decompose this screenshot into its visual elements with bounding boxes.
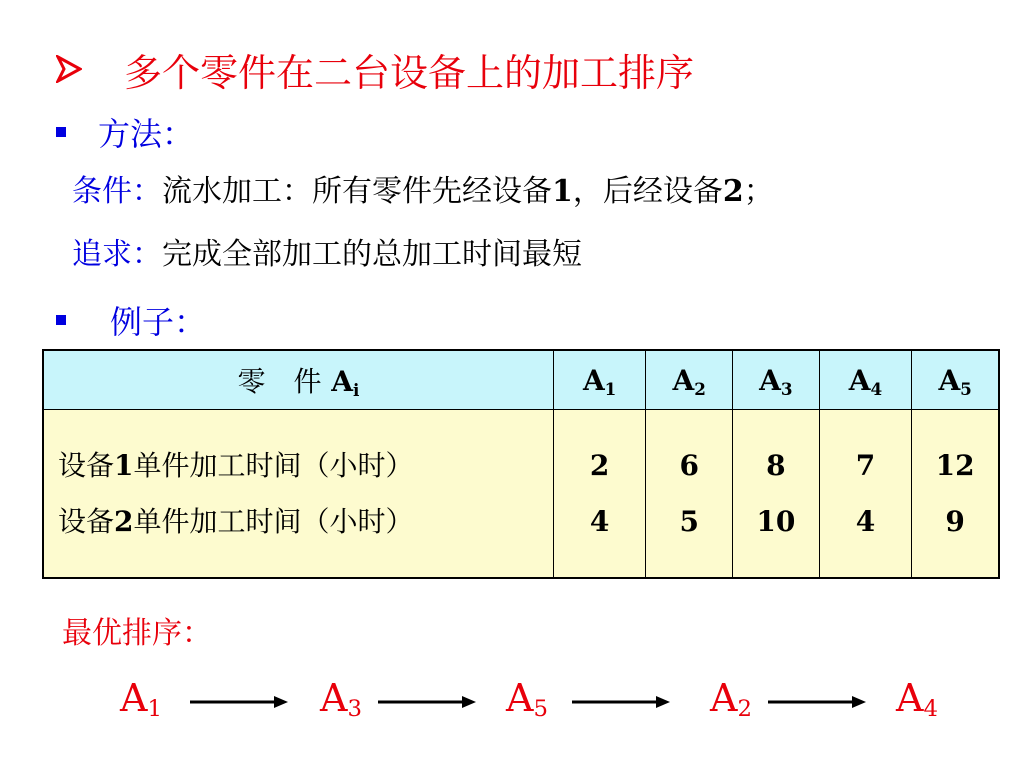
time-m1-a3: 8 xyxy=(766,448,786,482)
title-row xyxy=(56,40,694,98)
right-arrow-icon xyxy=(572,692,672,712)
sequence-item-2: $A_3$ xyxy=(320,676,362,722)
square-bullet-icon xyxy=(56,127,66,137)
header-col-a1: $A_1$ xyxy=(553,350,646,410)
condition-num1: 1 xyxy=(552,174,573,209)
row-labels-cell xyxy=(43,410,553,579)
header-part-symbol: $A_i$ xyxy=(331,365,360,400)
sequence-item-1: $A_1$ xyxy=(120,676,162,722)
header-col-a5: $A_5$ xyxy=(912,350,999,410)
example-heading: 例子： xyxy=(110,303,207,341)
condition-num2: 2 xyxy=(722,174,744,209)
header-part-cell xyxy=(43,350,553,410)
condition-text-pre: 流水加工：所有零件先经设备 xyxy=(162,174,552,209)
time-m2-a4: 4 xyxy=(855,504,876,538)
cell-a4 xyxy=(819,410,912,579)
header-col-a2: $A_2$ xyxy=(646,350,733,410)
method-heading: 方法： xyxy=(98,115,195,153)
row-label-machine2: 设备2单件加工时间（小时） xyxy=(58,504,414,538)
time-m2-a1: 4 xyxy=(589,504,610,538)
arrow-bullet-icon xyxy=(56,55,82,83)
slide-title: 多个零件在二台设备上的加工排序 xyxy=(124,50,695,95)
time-m2-a3: 10 xyxy=(756,504,796,538)
cell-a5 xyxy=(912,410,999,579)
right-arrow-icon xyxy=(768,692,868,712)
goal-line xyxy=(72,233,582,277)
time-m1-a1: 2 xyxy=(589,448,610,482)
header-part-label: 零 件 xyxy=(237,365,322,398)
header-col-a3: $A_3$ xyxy=(733,350,820,410)
processing-time-table xyxy=(42,349,1000,579)
goal-label: 追求： xyxy=(72,237,162,272)
square-bullet-icon xyxy=(56,315,66,325)
table-row xyxy=(43,410,999,579)
condition-line xyxy=(72,170,774,214)
time-m1-a4: 7 xyxy=(855,448,876,482)
time-m1-a5: 12 xyxy=(935,448,975,482)
goal-text: 完成全部加工的总加工时间最短 xyxy=(162,237,582,272)
optimal-label: 最优排序： xyxy=(62,616,212,651)
sequence-item-4: $A_2$ xyxy=(710,676,752,722)
condition-text-end: ； xyxy=(743,174,774,209)
time-m2-a2: 5 xyxy=(679,504,699,538)
sequence-item-5: $A_4$ xyxy=(896,676,938,722)
table-header-row xyxy=(43,350,999,410)
sequence-item-3: $A_5$ xyxy=(506,676,548,722)
right-arrow-icon xyxy=(378,692,478,712)
condition-text-mid: ，后经设备 xyxy=(572,174,723,209)
right-arrow-icon xyxy=(190,692,290,712)
cell-a2 xyxy=(646,410,733,579)
time-m2-a5: 9 xyxy=(945,504,965,538)
cell-a3 xyxy=(733,410,820,579)
cell-a1 xyxy=(553,410,646,579)
row-label-machine1: 设备1单件加工时间（小时） xyxy=(58,448,414,482)
method-heading-row xyxy=(56,112,194,152)
condition-label: 条件： xyxy=(72,174,162,209)
header-col-a4: $A_4$ xyxy=(819,350,912,410)
time-m1-a2: 6 xyxy=(679,448,699,482)
example-heading-row xyxy=(56,300,206,340)
